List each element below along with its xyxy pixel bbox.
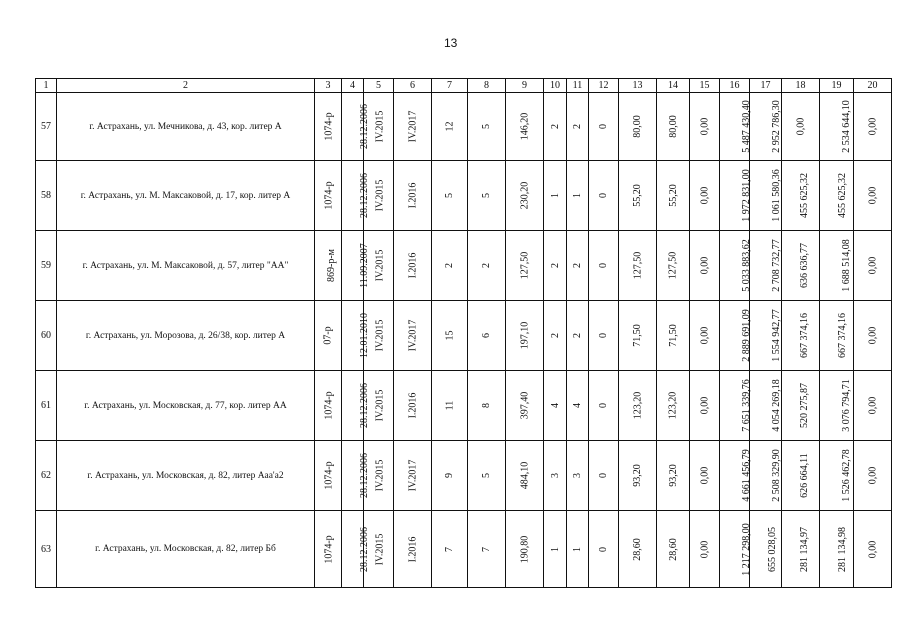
column-header: 9 <box>506 79 544 93</box>
value-cell: 4 <box>567 371 589 441</box>
value-cell: 3 <box>544 441 567 511</box>
end-period-cell: IV.2017 <box>394 301 432 371</box>
value-cell: 0,00 <box>690 441 720 511</box>
value-cell: 2 708 732,77 <box>750 231 782 301</box>
date-cell: 28.12.2006 <box>342 93 364 161</box>
value-cell: 190,80 <box>506 511 544 588</box>
value-cell: 123,20 <box>657 371 690 441</box>
value-cell: 667 374,16 <box>782 301 820 371</box>
value-cell: 93,20 <box>619 441 657 511</box>
value-cell: 0 <box>589 161 619 231</box>
table-row <box>36 93 892 161</box>
date-cell: 28.12.2006 <box>342 511 364 588</box>
value-cell: 626 664,11 <box>782 441 820 511</box>
value-cell: 0,00 <box>782 93 820 161</box>
value-cell: 0 <box>589 231 619 301</box>
value-cell: 0 <box>589 441 619 511</box>
column-header: 14 <box>657 79 690 93</box>
value-cell: 281 134,98 <box>820 511 854 588</box>
value-cell: 3 <box>567 441 589 511</box>
row-number: 58 <box>36 161 57 231</box>
value-cell: 455 625,32 <box>782 161 820 231</box>
column-header: 2 <box>57 79 315 93</box>
value-cell: 484,10 <box>506 441 544 511</box>
value-cell: 1 061 580,36 <box>750 161 782 231</box>
column-header: 13 <box>619 79 657 93</box>
value-cell: 127,50 <box>619 231 657 301</box>
column-header: 4 <box>342 79 364 93</box>
column-header: 10 <box>544 79 567 93</box>
value-cell: 1 <box>544 161 567 231</box>
value-cell: 5 <box>468 93 506 161</box>
value-cell: 520 275,87 <box>782 371 820 441</box>
value-cell: 1 217 298,00 <box>720 511 750 588</box>
value-cell: 0,00 <box>854 231 892 301</box>
value-cell: 11 <box>432 371 468 441</box>
date-cell: 28.12.2006 <box>342 161 364 231</box>
value-cell: 0,00 <box>690 511 720 588</box>
start-period-cell: IV.2015 <box>364 231 394 301</box>
value-cell: 3 076 794,71 <box>820 371 854 441</box>
value-cell: 1 526 462,78 <box>820 441 854 511</box>
value-cell: 6 <box>468 301 506 371</box>
document-cell: 1074-р <box>315 93 342 161</box>
value-cell: 71,50 <box>619 301 657 371</box>
document-cell: 07-р <box>315 301 342 371</box>
value-cell: 0,00 <box>854 161 892 231</box>
column-header: 15 <box>690 79 720 93</box>
value-cell: 2 <box>567 231 589 301</box>
value-cell: 2 508 329,90 <box>750 441 782 511</box>
value-cell: 4 054 269,18 <box>750 371 782 441</box>
value-cell: 0,00 <box>854 301 892 371</box>
value-cell: 0 <box>589 371 619 441</box>
column-header: 11 <box>567 79 589 93</box>
address-cell: г. Астрахань, ул. Московская, д. 82, литер Бб <box>57 511 315 588</box>
value-cell: 2 952 786,30 <box>750 93 782 161</box>
header-row <box>36 79 892 93</box>
value-cell: 1 972 831,00 <box>720 161 750 231</box>
date-cell: 28.12.2006 <box>342 371 364 441</box>
value-cell: 5 033 883,62 <box>720 231 750 301</box>
document-cell: 869-р-м <box>315 231 342 301</box>
value-cell: 123,20 <box>619 371 657 441</box>
value-cell: 9 <box>432 441 468 511</box>
row-number: 57 <box>36 93 57 161</box>
value-cell: 71,50 <box>657 301 690 371</box>
document-cell: 1074-р <box>315 371 342 441</box>
column-header: 3 <box>315 79 342 93</box>
value-cell: 55,20 <box>619 161 657 231</box>
value-cell: 0,00 <box>690 231 720 301</box>
value-cell: 1 <box>567 511 589 588</box>
column-header: 20 <box>854 79 892 93</box>
table-row <box>36 231 892 301</box>
table-row <box>36 301 892 371</box>
date-cell: 11.09.2007 <box>342 231 364 301</box>
value-cell: 28,60 <box>619 511 657 588</box>
start-period-cell: IV.2015 <box>364 161 394 231</box>
value-cell: 0,00 <box>690 371 720 441</box>
value-cell: 230,20 <box>506 161 544 231</box>
address-cell: г. Астрахань, ул. М. Максаковой, д. 17, кор. литер А <box>57 161 315 231</box>
start-period-cell: IV.2015 <box>364 511 394 588</box>
column-header: 16 <box>720 79 750 93</box>
value-cell: 8 <box>468 371 506 441</box>
column-header: 5 <box>364 79 394 93</box>
address-cell: г. Астрахань, ул. М. Максаковой, д. 57, литер "АА" <box>57 231 315 301</box>
value-cell: 2 <box>544 231 567 301</box>
value-cell: 127,50 <box>657 231 690 301</box>
column-header: 1 <box>36 79 57 93</box>
column-header: 18 <box>782 79 820 93</box>
value-cell: 0 <box>589 511 619 588</box>
value-cell: 4 661 456,79 <box>720 441 750 511</box>
value-cell: 0,00 <box>854 441 892 511</box>
date-cell: 28.12.2006 <box>342 441 364 511</box>
row-number: 59 <box>36 231 57 301</box>
end-period-cell: IV.2017 <box>394 93 432 161</box>
value-cell: 5 487 430,40 <box>720 93 750 161</box>
column-header: 19 <box>820 79 854 93</box>
end-period-cell: I.2016 <box>394 231 432 301</box>
table-row <box>36 371 892 441</box>
value-cell: 397,40 <box>506 371 544 441</box>
value-cell: 7 <box>432 511 468 588</box>
value-cell: 2 <box>468 231 506 301</box>
row-number: 62 <box>36 441 57 511</box>
table-row <box>36 441 892 511</box>
value-cell: 655 028,05 <box>750 511 782 588</box>
start-period-cell: IV.2015 <box>364 301 394 371</box>
end-period-cell: I.2016 <box>394 511 432 588</box>
value-cell: 2 <box>567 93 589 161</box>
value-cell: 0 <box>589 93 619 161</box>
value-cell: 0 <box>589 301 619 371</box>
column-header: 12 <box>589 79 619 93</box>
value-cell: 7 <box>468 511 506 588</box>
value-cell: 2 <box>544 93 567 161</box>
value-cell: 55,20 <box>657 161 690 231</box>
start-period-cell: IV.2015 <box>364 371 394 441</box>
document-cell: 1074-р <box>315 161 342 231</box>
value-cell: 5 <box>468 441 506 511</box>
column-header: 7 <box>432 79 468 93</box>
value-cell: 28,60 <box>657 511 690 588</box>
value-cell: 0,00 <box>854 371 892 441</box>
value-cell: 12 <box>432 93 468 161</box>
value-cell: 0,00 <box>854 93 892 161</box>
value-cell: 455 625,32 <box>820 161 854 231</box>
value-cell: 7 651 339,76 <box>720 371 750 441</box>
column-header: 17 <box>750 79 782 93</box>
value-cell: 1 <box>567 161 589 231</box>
value-cell: 667 374,16 <box>820 301 854 371</box>
table-row <box>36 161 892 231</box>
table-row <box>36 511 892 588</box>
value-cell: 93,20 <box>657 441 690 511</box>
address-cell: г. Астрахань, ул. Мечникова, д. 43, кор. литер А <box>57 93 315 161</box>
value-cell: 2 534 644,10 <box>820 93 854 161</box>
value-cell: 1 554 942,77 <box>750 301 782 371</box>
end-period-cell: I.2016 <box>394 161 432 231</box>
address-cell: г. Астрахань, ул. Морозова, д. 26/38, кор. литер А <box>57 301 315 371</box>
value-cell: 0,00 <box>690 301 720 371</box>
document-cell: 1074-р <box>315 441 342 511</box>
value-cell: 1 688 514,08 <box>820 231 854 301</box>
value-cell: 5 <box>432 161 468 231</box>
registry-table <box>35 78 892 588</box>
value-cell: 80,00 <box>619 93 657 161</box>
row-number: 60 <box>36 301 57 371</box>
value-cell: 0,00 <box>690 93 720 161</box>
column-header: 6 <box>394 79 432 93</box>
value-cell: 0,00 <box>854 511 892 588</box>
value-cell: 636 636,77 <box>782 231 820 301</box>
value-cell: 2 <box>544 301 567 371</box>
value-cell: 0,00 <box>690 161 720 231</box>
row-number: 61 <box>36 371 57 441</box>
date-cell: 12.01.2010 <box>342 301 364 371</box>
value-cell: 281 134,97 <box>782 511 820 588</box>
value-cell: 2 889 691,09 <box>720 301 750 371</box>
start-period-cell: IV.2015 <box>364 441 394 511</box>
value-cell: 15 <box>432 301 468 371</box>
value-cell: 2 <box>567 301 589 371</box>
value-cell: 80,00 <box>657 93 690 161</box>
value-cell: 127,50 <box>506 231 544 301</box>
value-cell: 1 <box>544 511 567 588</box>
address-cell: г. Астрахань, ул. Московская, д. 77, кор. литер АА <box>57 371 315 441</box>
start-period-cell: IV.2015 <box>364 93 394 161</box>
column-header: 8 <box>468 79 506 93</box>
page-number: 13 <box>444 36 458 50</box>
end-period-cell: IV.2017 <box>394 441 432 511</box>
value-cell: 4 <box>544 371 567 441</box>
document-cell: 1074-р <box>315 511 342 588</box>
value-cell: 197,10 <box>506 301 544 371</box>
value-cell: 2 <box>432 231 468 301</box>
end-period-cell: I.2016 <box>394 371 432 441</box>
address-cell: г. Астрахань, ул. Московская, д. 82, литер Ааа'а2 <box>57 441 315 511</box>
value-cell: 5 <box>468 161 506 231</box>
value-cell: 146,20 <box>506 93 544 161</box>
row-number: 63 <box>36 511 57 588</box>
